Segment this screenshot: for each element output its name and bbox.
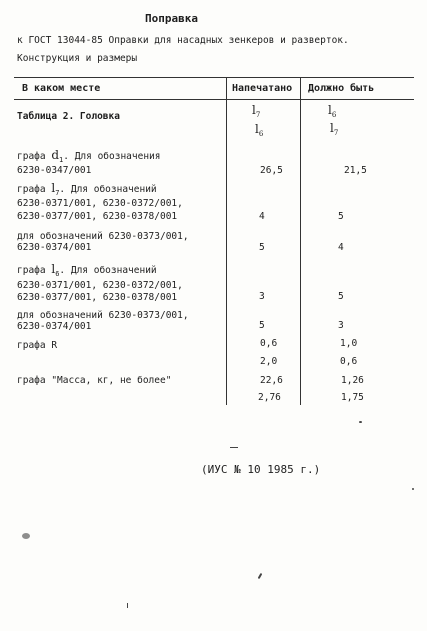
row-should-value-2: 1,75 [341, 392, 364, 403]
column-header-place: В каком месте [22, 83, 101, 94]
row-place-line1: графа $l_6$. Для обозначений [17, 262, 157, 278]
row-place-line2: 6230-0371/001, 6230-0372/001, [17, 280, 183, 291]
scan-speck [127, 603, 128, 608]
row-printed-value-2: 2,0 [260, 356, 278, 367]
row-should-value: 21,5 [344, 165, 367, 176]
row-place-line1: графа $d_1$. Для обозначения [17, 148, 161, 164]
row-printed-value: 26,5 [260, 165, 283, 176]
scan-speck [22, 533, 30, 539]
row-should-value: 5 [338, 211, 344, 222]
printed-header-symbol-bottom: $l_6$ [255, 122, 264, 138]
scan-speck [258, 573, 263, 579]
row-should-value: 5 [338, 291, 344, 302]
column-header-should-be: Должно быть [308, 83, 375, 94]
row-place-line2: 6230-0374/001 [17, 242, 92, 253]
column-header-printed: Напечатано [232, 83, 293, 94]
table-divider-1 [226, 77, 227, 405]
row-printed-value: 5 [259, 320, 265, 331]
document-title: Поправка [145, 12, 198, 25]
row-printed-value: 3 [259, 291, 265, 302]
table-divider-2 [300, 77, 301, 405]
row-should-value-2: 0,6 [340, 356, 358, 367]
row-printed-value: 0,6 [260, 338, 278, 349]
row-should-value: 3 [338, 320, 344, 331]
table-top-rule [14, 77, 414, 78]
ius-reference: (ИУС № 10 1985 г.) [201, 463, 321, 476]
row-place-line3: 6230-0377/001, 6230-0378/001 [17, 292, 178, 303]
row-place-line1: для обозначений 6230-0373/001, [17, 310, 189, 321]
printed-header-symbol-top: $l_7$ [252, 103, 261, 119]
row-place-line2: 6230-0347/001 [17, 165, 92, 176]
table-header-rule [14, 99, 414, 100]
row-place-line1: графа "Масса, кг, не более" [17, 375, 172, 386]
row-place-line2: 6230-0374/001 [17, 321, 92, 332]
row-place-line3: 6230-0377/001, 6230-0378/001 [17, 211, 178, 222]
row-printed-value: 4 [259, 211, 265, 222]
document-subtitle-line2: Конструкция и размеры [17, 53, 138, 64]
should-header-symbol-bottom: $l_7$ [330, 121, 339, 137]
document-subtitle-line1: к ГОСТ 13044-85 Оправки для насадных зенкеров и разверток. [17, 35, 349, 46]
row-place-line1: графа R [17, 340, 58, 351]
scan-speck [412, 488, 414, 490]
table-label: Таблица 2. Головка [17, 111, 120, 122]
row-printed-value: 22,6 [260, 375, 283, 386]
row-place-line1: графа $l_7$. Для обозначений [17, 181, 157, 197]
scan-speck [230, 447, 238, 448]
row-place-line1: для обозначений 6230-0373/001, [17, 231, 189, 242]
scan-speck [359, 421, 362, 423]
row-printed-value: 5 [259, 242, 265, 253]
row-should-value: 4 [338, 242, 344, 253]
should-header-symbol-top: $l_6$ [328, 103, 337, 119]
row-should-value: 1,26 [341, 375, 364, 386]
row-should-value: 1,0 [340, 338, 358, 349]
row-printed-value-2: 2,76 [258, 392, 281, 403]
row-place-line2: 6230-0371/001, 6230-0372/001, [17, 198, 183, 209]
